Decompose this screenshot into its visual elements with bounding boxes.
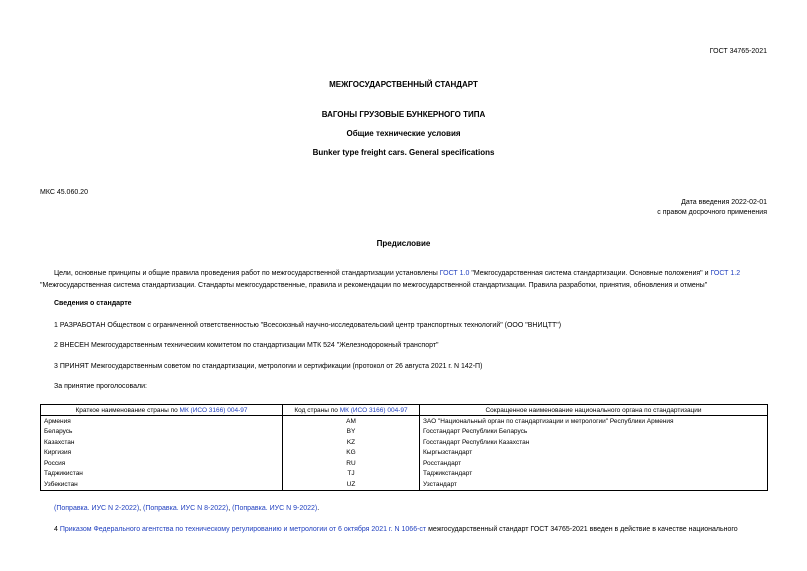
code-cell: RU — [283, 458, 420, 469]
rosstandart-order-link[interactable]: Приказом Федерального агентства по техническому регулированию и метрологии от 6 октября 2021 г. N 1066-ст — [59, 526, 427, 533]
table-row — [41, 479, 768, 490]
standard-subtitle: Общие технические условия — [346, 129, 461, 138]
country-cell: Таджикистан — [41, 469, 283, 480]
table-row — [41, 437, 768, 448]
amendment-link[interactable]: (Поправка. ИУС N 8-2022) — [143, 505, 229, 512]
document-code: ГОСТ 34765-2021 — [709, 48, 767, 55]
country-cell: Киргизия — [41, 448, 283, 459]
column-header-code — [283, 405, 420, 416]
table-row — [41, 458, 768, 469]
column-header-body: Сокращенное наименование национального органа по стандартизации — [420, 405, 768, 416]
preface-text: "Межгосударственная система стандартизации. Стандарты межгосударственные, правила и рекомендации по межгосударственной стандартизации. Правила разработки, принятия, обновления и отмены" — [40, 282, 708, 289]
standard-title: ВАГОНЫ ГРУЗОВЫЕ БУНКЕРНОГО ТИПА — [321, 110, 486, 119]
country-cell: Беларусь — [41, 427, 283, 438]
intro-date: Дата введения 2022-02-01 — [681, 199, 767, 206]
body-cell: Кыргызстандарт — [420, 448, 768, 459]
code-cell: KG — [283, 448, 420, 459]
code-cell: TJ — [283, 469, 420, 480]
voted-label: За принятие проголосовали: — [54, 383, 147, 390]
standard-title-english: Bunker type freight cars. General specifications — [312, 148, 495, 157]
header-text: Краткое наименование страны по — [75, 406, 180, 414]
separator: . — [317, 505, 320, 512]
early-application-note: с правом досрочного применения — [657, 209, 767, 216]
item-enacted — [54, 526, 738, 533]
preface-heading: Предисловие — [376, 239, 431, 248]
country-cell: Армения — [41, 416, 283, 427]
body-cell: Узстандарт — [420, 479, 768, 490]
amendment-link[interactable]: (Поправка. ИУС N 9-2022) — [232, 505, 318, 512]
item-number: 4 — [54, 526, 60, 533]
gost-1-2-link[interactable]: ГОСТ 1.2 — [710, 270, 741, 277]
amendment-link[interactable]: (Поправка. ИУС N 2-2022) — [54, 505, 140, 512]
standard-info-heading: Сведения о стандарте — [54, 300, 132, 307]
table-row — [41, 469, 768, 480]
item-developed: 1 РАЗРАБОТАН Обществом с ограниченной ответственностью "Всесоюзный научно-исследовательский центр транспортных технологий" (ООО "ВНИЦТТ") — [54, 322, 562, 329]
country-cell: Узбекистан — [41, 479, 283, 490]
column-header-country — [41, 405, 283, 416]
item-text: межгосударственный стандарт ГОСТ 34765-2021 введен в действие в качестве национального — [426, 526, 738, 533]
item-submitted: 2 ВНЕСЕН Межгосударственным техническим комитетом по стандартизации МТК 524 "Железнодорожный транспорт" — [54, 342, 439, 349]
item-adopted: 3 ПРИНЯТ Межгосударственным советом по стандартизации, метрологии и сертификации (протокол от 26 августа 2021 г. N 142-П) — [54, 363, 483, 370]
preface-paragraph — [40, 268, 768, 292]
code-cell: AM — [283, 416, 420, 427]
table-header-row — [41, 405, 768, 416]
table-row — [41, 427, 768, 438]
body-cell: ЗАО "Национальный орган по стандартизации и метрологии" Республики Армения — [420, 416, 768, 427]
body-cell: Госстандарт Республики Казахстан — [420, 437, 768, 448]
mk-iso-link[interactable]: МК (ИСО 3166) 004-97 — [179, 406, 248, 414]
header-text: Код страны по — [294, 406, 340, 414]
preface-text: "Межгосударственная система стандартизации. Основные положения" и — [469, 270, 711, 277]
mk-iso-link[interactable]: МК (ИСО 3166) 004-97 — [339, 406, 408, 414]
code-cell: UZ — [283, 479, 420, 490]
voting-countries-table — [40, 404, 768, 491]
separator: , — [139, 505, 144, 512]
table-row — [41, 416, 768, 427]
country-cell: Россия — [41, 458, 283, 469]
standard-type-heading: МЕЖГОСУДАРСТВЕННЫЙ СТАНДАРТ — [329, 80, 478, 89]
preface-text: Цели, основные принципы и общие правила проведения работ по межгосударственной стандартизации установлены — [54, 270, 440, 277]
body-cell: Росстандарт — [420, 458, 768, 469]
separator: , — [228, 505, 233, 512]
code-cell: KZ — [283, 437, 420, 448]
country-cell: Казахстан — [41, 437, 283, 448]
code-cell: BY — [283, 427, 420, 438]
table-row — [41, 448, 768, 459]
gost-1-0-link[interactable]: ГОСТ 1.0 — [439, 270, 470, 277]
amendments-line — [54, 505, 319, 512]
body-cell: Госстандарт Республики Беларусь — [420, 427, 768, 438]
mks-code: МКС 45.060.20 — [40, 189, 88, 196]
body-cell: Таджикстандарт — [420, 469, 768, 480]
